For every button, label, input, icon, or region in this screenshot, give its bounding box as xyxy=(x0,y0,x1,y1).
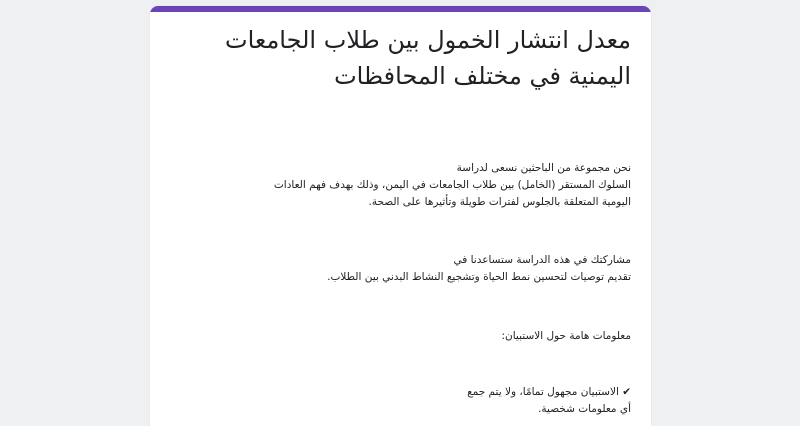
form-title: معدل انتشار الخمول بين طلاب الجامعات اليمنية في مختلف المحافظات xyxy=(224,26,631,90)
form-participation-paragraph xyxy=(171,252,631,286)
form-info-paragraph xyxy=(171,384,631,418)
form-header-card xyxy=(150,6,651,426)
form-intro-paragraph xyxy=(171,160,631,211)
intro-line: نحن مجموعة من الباحثين نسعى لدراسة xyxy=(456,162,631,174)
participation-line: تقديم توصيات لتحسين نمط الحياة وتشجيع النشاط البدني بين الطلاب. xyxy=(327,271,631,283)
form-info-heading xyxy=(171,328,631,345)
info-heading-text: معلومات هامة حول الاستبيان: xyxy=(501,330,631,342)
info-line: أي معلومات شخصية. xyxy=(538,403,631,415)
participation-line: مشاركتك في هذه الدراسة ستساعدنا في xyxy=(453,254,631,266)
form-accent-bar xyxy=(150,6,651,12)
intro-line: اليومية المتعلقة بالجلوس لفترات طويلة وتأثيرها على الصحة. xyxy=(368,196,631,208)
info-line: ✔ الاستبيان مجهول تمامًا، ولا يتم جمع xyxy=(467,386,631,398)
intro-line: السلوك المستقر (الخامل) بين طلاب الجامعات في اليمن، وذلك بهدف فهم العادات xyxy=(273,179,631,191)
